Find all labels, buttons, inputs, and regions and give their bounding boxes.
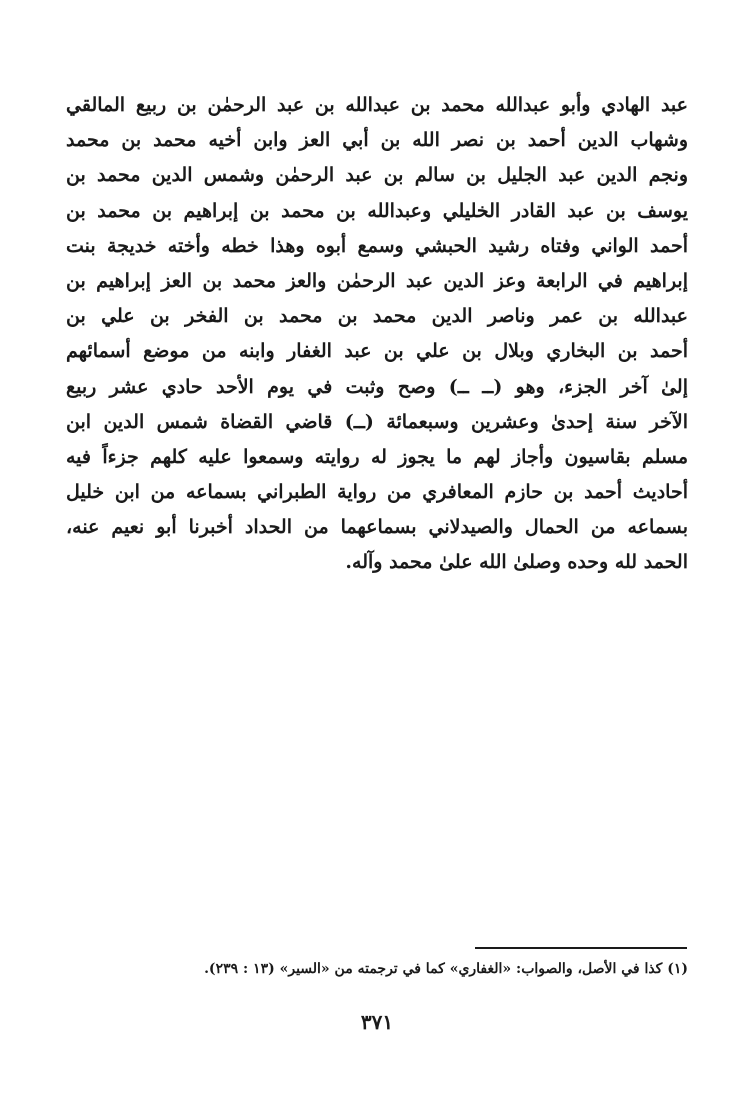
text-line: بسماعه من الحمال والصيدلاني بسماعهما من الحداد أخبرنا أبو نعيم عنه، xyxy=(66,516,688,539)
text-line: أحمد بن البخاري وبلال بن علي بن عبد الغفار وابنه من موضع أسمائهم xyxy=(66,340,688,363)
text-line-last: الحمد لله وحده وصلىٰ الله علىٰ محمد وآله. xyxy=(345,551,688,574)
text-line: أحمد الواني وفتاه رشيد الحبشي وسمع أبوه وهذا خطه وأخته خديجة بنت xyxy=(66,234,688,257)
text-line: عبد الهادي وأبو عبدالله محمد بن عبدالله بن عبد الرحمٰن بن ربيع المالقي xyxy=(66,94,688,116)
footnote: (١) كذا في الأصل، والصواب: «الغفاري» كما في ترجمته من «السير» (١٣ : ٢٣٩). xyxy=(204,961,688,977)
page-number: ٣٧١ xyxy=(360,1010,394,1034)
text-line: الآخر سنة إحدىٰ وعشرين وسبعمائة (ــ) قاضي القضاة شمس الدين ابن xyxy=(66,410,688,433)
text-line: أحاديث أحمد بن حازم المعافري من رواية الطبراني بسماعه من ابن خليل xyxy=(66,481,688,504)
main-text-block xyxy=(66,88,688,581)
footnote-separator xyxy=(475,947,687,949)
text-line: عبدالله بن عمر وناصر الدين محمد بن محمد بن الفخر بن علي بن xyxy=(66,305,688,328)
text-line: يوسف بن عبد القادر الخليلي وعبدالله بن محمد بن إبراهيم بن محمد بن xyxy=(66,199,688,222)
text-line: مسلم بقاسيون وأجاز لهم ما يجوز له روايته وسمعوا عليه كلهم جزءاً فيه xyxy=(66,445,688,468)
text-line: إلىٰ آخر الجزء، وهو (ــ ــ) وصح وثبت في يوم الأحد حادي عشر ربيع xyxy=(66,375,688,398)
text-line: ونجم الدين عبد الجليل بن سالم بن عبد الرحمٰن وشمس الدين محمد بن xyxy=(66,164,688,187)
text-line: وشهاب الدين أحمد بن نصر الله بن أبي العز وابن أخيه محمد بن محمد xyxy=(66,129,688,152)
text-line: إبراهيم في الرابعة وعز الدين عبد الرحمٰن والعز محمد بن العز إبراهيم بن xyxy=(66,269,688,292)
